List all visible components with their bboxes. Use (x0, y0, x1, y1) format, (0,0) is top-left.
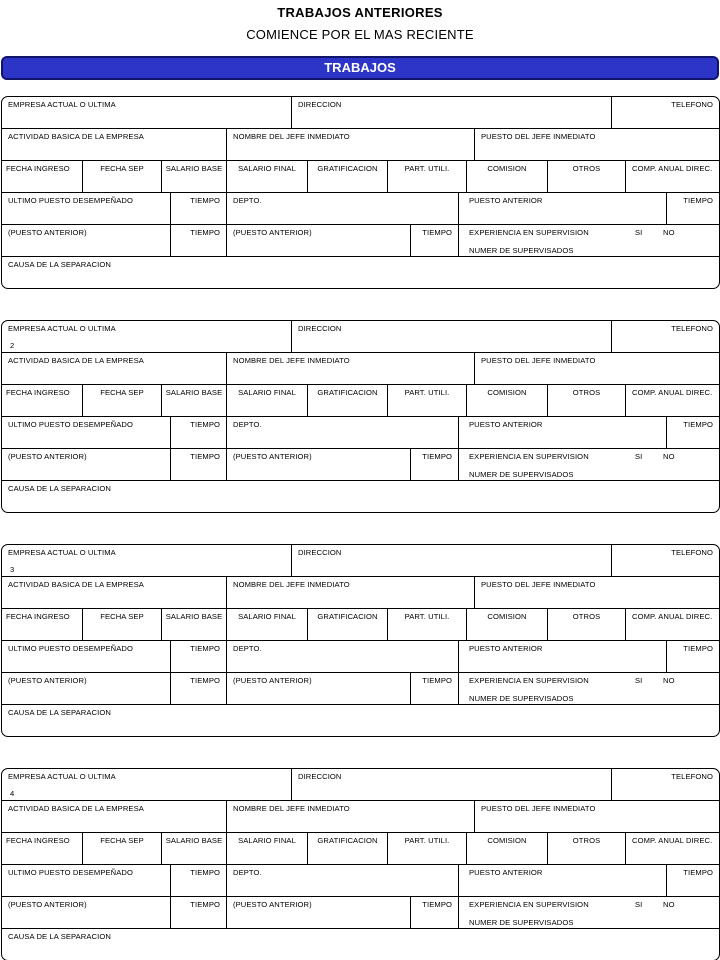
direccion-field[interactable] (291, 769, 611, 800)
puesto-anterior-2-field[interactable] (226, 897, 410, 928)
direccion-field[interactable] (291, 545, 611, 576)
tiempo-field[interactable] (666, 865, 719, 896)
otros-label: OTROS (572, 388, 601, 397)
row-actividad (2, 801, 719, 833)
row-puestos (2, 865, 719, 897)
fecha-sep-label: FECHA SEP (100, 164, 144, 173)
no-option[interactable]: NO (663, 900, 675, 909)
otros-field[interactable] (547, 609, 625, 640)
tiempo-field[interactable] (170, 193, 226, 224)
tiempo-field[interactable] (666, 417, 719, 448)
puesto-anterior-1-field[interactable] (2, 225, 170, 256)
causa-label: CAUSA DE LA SEPARACION (8, 484, 111, 493)
salario-base-label: SALARIO BASE (165, 612, 223, 621)
puesto-anterior-label: (PUESTO ANTERIOR) (233, 900, 312, 909)
comision-field[interactable] (466, 609, 547, 640)
comp-anual-field[interactable] (625, 609, 719, 640)
puesto-anterior-field[interactable] (458, 641, 666, 672)
tiempo-field[interactable] (170, 897, 226, 928)
salario-final-field[interactable] (226, 385, 307, 416)
tiempo-field[interactable] (410, 673, 458, 704)
puesto-anterior-1-field[interactable] (2, 673, 170, 704)
actividad-label: ACTIVIDAD BASICA DE LA EMPRESA (8, 580, 144, 589)
tiempo-field[interactable] (170, 225, 226, 256)
row-causa (2, 929, 719, 960)
tiempo-label: TIEMPO (422, 676, 452, 685)
gratificacion-field[interactable] (307, 609, 387, 640)
nombre-jefe-label: NOMBRE DEL JEFE INMEDIATO (233, 132, 350, 141)
salario-base-field[interactable] (161, 833, 226, 864)
row-empresa (2, 769, 719, 801)
experiencia-label: EXPERIENCIA EN SUPERVISION (469, 900, 589, 909)
row-actividad (2, 129, 719, 161)
supervisados-label: NUMER DE SUPERVISADOS (469, 918, 574, 927)
tiempo-field[interactable] (170, 417, 226, 448)
puesto-anterior-label: PUESTO ANTERIOR (469, 644, 543, 653)
fecha-ingreso-label: FECHA INGRESO (6, 164, 70, 173)
depto-field[interactable] (226, 865, 458, 896)
row-causa (2, 257, 719, 289)
experiencia-field[interactable] (458, 449, 719, 480)
salario-base-label: SALARIO BASE (165, 836, 223, 845)
causa-field[interactable] (2, 929, 719, 960)
supervisados-label: NUMER DE SUPERVISADOS (469, 694, 574, 703)
puesto-anterior-2-field[interactable] (226, 449, 410, 480)
nombre-jefe-label: NOMBRE DEL JEFE INMEDIATO (233, 804, 350, 813)
causa-label: CAUSA DE LA SEPARACION (8, 932, 111, 941)
salario-base-field[interactable] (161, 609, 226, 640)
otros-label: OTROS (572, 836, 601, 845)
comp-anual-field[interactable] (625, 833, 719, 864)
part-util-label: PART. UTILI. (404, 836, 450, 845)
puesto-anterior-label: (PUESTO ANTERIOR) (8, 228, 87, 237)
actividad-field[interactable] (2, 577, 226, 608)
puesto-jefe-label: PUESTO DEL JEFE INMEDIATO (481, 132, 596, 141)
tiempo-label: TIEMPO (683, 196, 713, 205)
puesto-anterior-label: (PUESTO ANTERIOR) (233, 228, 312, 237)
tiempo-field[interactable] (410, 225, 458, 256)
comp-anual-label: COMP. ANUAL DIREC. (632, 388, 713, 397)
no-option[interactable]: NO (663, 228, 675, 237)
ultimo-puesto-field[interactable] (2, 865, 170, 896)
otros-field[interactable] (547, 385, 625, 416)
salario-final-label: SALARIO FINAL (238, 164, 296, 173)
tiempo-label: TIEMPO (190, 900, 220, 909)
direccion-label: DIRECCION (298, 548, 342, 557)
comp-anual-field[interactable] (625, 385, 719, 416)
part-util-label: PART. UTILI. (404, 612, 450, 621)
part-util-field[interactable] (387, 833, 466, 864)
page-title: TRABAJOS ANTERIORES (277, 5, 443, 20)
job-block (1, 96, 720, 289)
fecha-sep-field[interactable] (82, 161, 161, 192)
row-puestos (2, 193, 719, 225)
part-util-field[interactable] (387, 161, 466, 192)
nombre-jefe-field[interactable] (226, 353, 474, 384)
comision-field[interactable] (466, 385, 547, 416)
row-salarios (2, 161, 719, 193)
comp-anual-label: COMP. ANUAL DIREC. (632, 164, 713, 173)
salario-final-field[interactable] (226, 609, 307, 640)
row-empresa (2, 97, 719, 129)
causa-field[interactable] (2, 257, 719, 289)
job-block (1, 544, 720, 737)
empresa-label: EMPRESA ACTUAL O ULTIMA (8, 548, 116, 557)
telefono-label: TELEFONO (671, 772, 713, 781)
job-block (1, 320, 720, 513)
empresa-field[interactable] (2, 769, 291, 800)
gratificacion-label: GRATIFICACION (317, 836, 378, 845)
salario-base-field[interactable] (161, 161, 226, 192)
tiempo-field[interactable] (170, 449, 226, 480)
tiempo-label: TIEMPO (190, 452, 220, 461)
fecha-sep-field[interactable] (82, 385, 161, 416)
block-number: 4 (10, 789, 15, 798)
puesto-anterior-label: (PUESTO ANTERIOR) (8, 452, 87, 461)
puesto-anterior-label: (PUESTO ANTERIOR) (233, 452, 312, 461)
block-number: 2 (10, 341, 15, 350)
comision-label: COMISION (487, 836, 527, 845)
tiempo-label: TIEMPO (190, 868, 220, 877)
part-util-label: PART. UTILI. (404, 388, 450, 397)
comp-anual-field[interactable] (625, 161, 719, 192)
ultimo-puesto-field[interactable] (2, 193, 170, 224)
fecha-ingreso-field[interactable] (2, 833, 82, 864)
causa-label: CAUSA DE LA SEPARACION (8, 260, 111, 269)
otros-label: OTROS (572, 612, 601, 621)
ultimo-puesto-label: ULTIMO PUESTO DESEMPEÑADO (8, 644, 134, 653)
tiempo-field[interactable] (666, 193, 719, 224)
nombre-jefe-label: NOMBRE DEL JEFE INMEDIATO (233, 580, 350, 589)
comision-field[interactable] (466, 833, 547, 864)
salario-base-label: SALARIO BASE (165, 164, 223, 173)
experiencia-field[interactable] (458, 225, 719, 256)
tiempo-label: TIEMPO (683, 868, 713, 877)
page-subtitle: COMIENCE POR EL MAS RECIENTE (246, 27, 474, 42)
empresa-label: EMPRESA ACTUAL O ULTIMA (8, 772, 116, 781)
si-option[interactable]: SI (635, 900, 643, 909)
telefono-label: TELEFONO (671, 324, 713, 333)
puesto-anterior-2-field[interactable] (226, 225, 410, 256)
nombre-jefe-field[interactable] (226, 577, 474, 608)
tiempo-label: TIEMPO (422, 228, 452, 237)
ultimo-puesto-field[interactable] (2, 417, 170, 448)
direccion-label: DIRECCION (298, 324, 342, 333)
block-number: 3 (10, 565, 15, 574)
supervisados-label: NUMER DE SUPERVISADOS (469, 246, 574, 255)
puesto-jefe-field[interactable] (474, 801, 719, 832)
row-salarios (2, 385, 719, 417)
causa-field[interactable] (2, 705, 719, 737)
fecha-sep-field[interactable] (82, 609, 161, 640)
otros-field[interactable] (547, 161, 625, 192)
telefono-label: TELEFONO (671, 548, 713, 557)
ultimo-puesto-label: ULTIMO PUESTO DESEMPEÑADO (8, 868, 134, 877)
row-empresa (2, 321, 719, 353)
puesto-anterior-2-field[interactable] (226, 673, 410, 704)
direccion-label: DIRECCION (298, 100, 342, 109)
puesto-jefe-field[interactable] (474, 577, 719, 608)
no-option[interactable]: NO (663, 452, 675, 461)
row-causa (2, 705, 719, 737)
row-actividad (2, 577, 719, 609)
salario-final-label: SALARIO FINAL (238, 612, 296, 621)
row-puestos (2, 641, 719, 673)
telefono-field[interactable] (611, 545, 719, 576)
salario-final-label: SALARIO FINAL (238, 388, 296, 397)
tiempo-label: TIEMPO (422, 452, 452, 461)
tiempo-field[interactable] (170, 865, 226, 896)
fecha-ingreso-label: FECHA INGRESO (6, 388, 70, 397)
puesto-anterior-1-field[interactable] (2, 449, 170, 480)
nombre-jefe-field[interactable] (226, 129, 474, 160)
si-option[interactable]: SI (635, 452, 643, 461)
part-util-label: PART. UTILI. (404, 164, 450, 173)
row-causa (2, 481, 719, 513)
telefono-field[interactable] (611, 97, 719, 128)
tiempo-field[interactable] (410, 449, 458, 480)
actividad-field[interactable] (2, 129, 226, 160)
si-option[interactable]: SI (635, 676, 643, 685)
puesto-jefe-label: PUESTO DEL JEFE INMEDIATO (481, 356, 596, 365)
tiempo-label: TIEMPO (190, 228, 220, 237)
si-option[interactable]: SI (635, 228, 643, 237)
tiempo-label: TIEMPO (190, 676, 220, 685)
row-anteriores (2, 225, 719, 257)
gratificacion-field[interactable] (307, 161, 387, 192)
puesto-anterior-field[interactable] (458, 193, 666, 224)
comision-label: COMISION (487, 164, 527, 173)
nombre-jefe-label: NOMBRE DEL JEFE INMEDIATO (233, 356, 350, 365)
direccion-label: DIRECCION (298, 772, 342, 781)
empresa-label: EMPRESA ACTUAL O ULTIMA (8, 324, 116, 333)
puesto-anterior-field[interactable] (458, 417, 666, 448)
part-util-field[interactable] (387, 385, 466, 416)
actividad-field[interactable] (2, 353, 226, 384)
ultimo-puesto-label: ULTIMO PUESTO DESEMPEÑADO (8, 420, 134, 429)
part-util-field[interactable] (387, 609, 466, 640)
fecha-ingreso-label: FECHA INGRESO (6, 836, 70, 845)
gratificacion-field[interactable] (307, 385, 387, 416)
row-anteriores (2, 449, 719, 481)
fecha-sep-label: FECHA SEP (100, 612, 144, 621)
depto-field[interactable] (226, 641, 458, 672)
puesto-anterior-label: (PUESTO ANTERIOR) (8, 676, 87, 685)
fecha-ingreso-field[interactable] (2, 609, 82, 640)
direccion-field[interactable] (291, 321, 611, 352)
ultimo-puesto-label: ULTIMO PUESTO DESEMPEÑADO (8, 196, 134, 205)
actividad-field[interactable] (2, 801, 226, 832)
row-salarios (2, 833, 719, 865)
puesto-anterior-1-field[interactable] (2, 897, 170, 928)
salario-final-field[interactable] (226, 833, 307, 864)
row-actividad (2, 353, 719, 385)
puesto-anterior-field[interactable] (458, 865, 666, 896)
gratificacion-label: GRATIFICACION (317, 164, 378, 173)
tiempo-label: TIEMPO (190, 644, 220, 653)
nombre-jefe-field[interactable] (226, 801, 474, 832)
row-anteriores (2, 897, 719, 929)
experiencia-label: EXPERIENCIA EN SUPERVISION (469, 452, 589, 461)
depto-label: DEPTO. (233, 868, 262, 877)
no-option[interactable]: NO (663, 676, 675, 685)
tiempo-field[interactable] (410, 897, 458, 928)
otros-field[interactable] (547, 833, 625, 864)
actividad-label: ACTIVIDAD BASICA DE LA EMPRESA (8, 132, 144, 141)
experiencia-field[interactable] (458, 673, 719, 704)
telefono-label: TELEFONO (671, 100, 713, 109)
job-block (1, 768, 720, 960)
empresa-label: EMPRESA ACTUAL O ULTIMA (8, 100, 116, 109)
depto-label: DEPTO. (233, 196, 262, 205)
comp-anual-label: COMP. ANUAL DIREC. (632, 612, 713, 621)
tiempo-field[interactable] (666, 641, 719, 672)
causa-label: CAUSA DE LA SEPARACION (8, 708, 111, 717)
gratificacion-field[interactable] (307, 833, 387, 864)
row-salarios (2, 609, 719, 641)
tiempo-label: TIEMPO (683, 420, 713, 429)
comision-label: COMISION (487, 612, 527, 621)
gratificacion-label: GRATIFICACION (317, 612, 378, 621)
tiempo-label: TIEMPO (422, 900, 452, 909)
experiencia-field[interactable] (458, 897, 719, 928)
depto-label: DEPTO. (233, 420, 262, 429)
puesto-anterior-label: PUESTO ANTERIOR (469, 196, 543, 205)
empresa-field[interactable] (2, 321, 291, 352)
depto-field[interactable] (226, 193, 458, 224)
telefono-field[interactable] (611, 769, 719, 800)
experiencia-label: EXPERIENCIA EN SUPERVISION (469, 676, 589, 685)
tiempo-label: TIEMPO (190, 196, 220, 205)
puesto-jefe-field[interactable] (474, 129, 719, 160)
experiencia-label: EXPERIENCIA EN SUPERVISION (469, 228, 589, 237)
comision-label: COMISION (487, 388, 527, 397)
puesto-anterior-label: (PUESTO ANTERIOR) (8, 900, 87, 909)
telefono-field[interactable] (611, 321, 719, 352)
tiempo-field[interactable] (170, 673, 226, 704)
depto-label: DEPTO. (233, 644, 262, 653)
empresa-field[interactable] (2, 97, 291, 128)
row-anteriores (2, 673, 719, 705)
direccion-field[interactable] (291, 97, 611, 128)
actividad-label: ACTIVIDAD BASICA DE LA EMPRESA (8, 356, 144, 365)
puesto-jefe-label: PUESTO DEL JEFE INMEDIATO (481, 580, 596, 589)
section-banner: TRABAJOS (1, 56, 719, 80)
fecha-sep-label: FECHA SEP (100, 388, 144, 397)
row-empresa (2, 545, 719, 577)
fecha-sep-field[interactable] (82, 833, 161, 864)
salario-final-field[interactable] (226, 161, 307, 192)
puesto-jefe-label: PUESTO DEL JEFE INMEDIATO (481, 804, 596, 813)
puesto-anterior-label: (PUESTO ANTERIOR) (233, 676, 312, 685)
gratificacion-label: GRATIFICACION (317, 388, 378, 397)
supervisados-label: NUMER DE SUPERVISADOS (469, 470, 574, 479)
salario-final-label: SALARIO FINAL (238, 836, 296, 845)
puesto-jefe-field[interactable] (474, 353, 719, 384)
salario-base-field[interactable] (161, 385, 226, 416)
fecha-sep-label: FECHA SEP (100, 836, 144, 845)
tiempo-field[interactable] (170, 641, 226, 672)
tiempo-label: TIEMPO (683, 644, 713, 653)
comp-anual-label: COMP. ANUAL DIREC. (632, 836, 713, 845)
otros-label: OTROS (572, 164, 601, 173)
tiempo-label: TIEMPO (190, 420, 220, 429)
puesto-anterior-label: PUESTO ANTERIOR (469, 420, 543, 429)
empresa-field[interactable] (2, 545, 291, 576)
fecha-ingreso-label: FECHA INGRESO (6, 612, 70, 621)
salario-base-label: SALARIO BASE (165, 388, 223, 397)
causa-field[interactable] (2, 481, 719, 513)
actividad-label: ACTIVIDAD BASICA DE LA EMPRESA (8, 804, 144, 813)
fecha-ingreso-field[interactable] (2, 385, 82, 416)
comision-field[interactable] (466, 161, 547, 192)
puesto-anterior-label: PUESTO ANTERIOR (469, 868, 543, 877)
row-puestos (2, 417, 719, 449)
depto-field[interactable] (226, 417, 458, 448)
ultimo-puesto-field[interactable] (2, 641, 170, 672)
fecha-ingreso-field[interactable] (2, 161, 82, 192)
